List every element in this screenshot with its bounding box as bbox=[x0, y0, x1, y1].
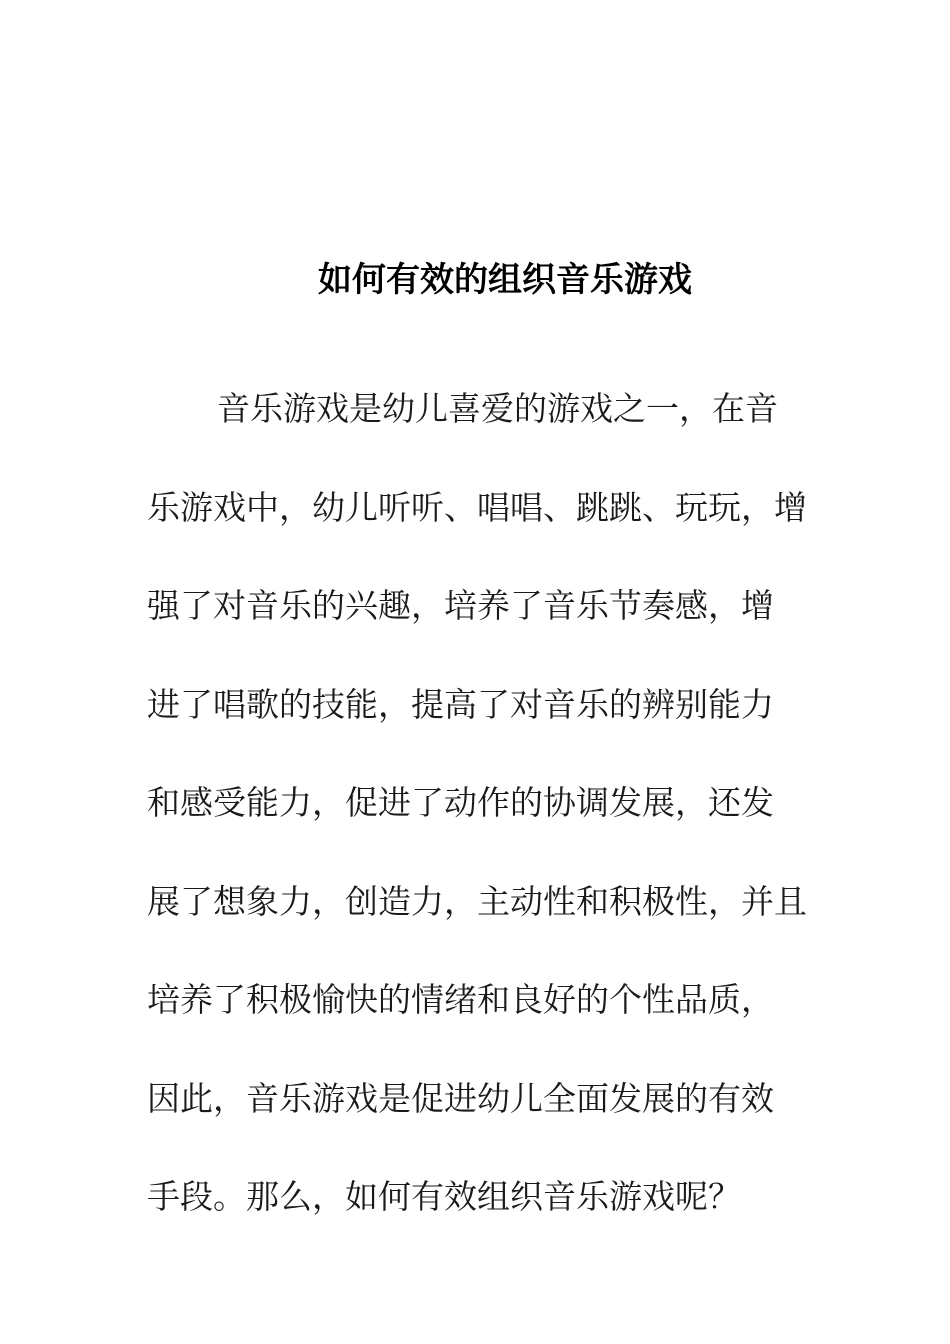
paragraph-line: 和感受能力，促进了动作的协调发展，还发 bbox=[147, 783, 774, 822]
paragraph-line: 乐游戏中，幼儿听听、唱唱、跳跳、玩玩，增 bbox=[147, 487, 807, 527]
paragraph-line: 培养了积极愉快的情绪和良好的个性品质， bbox=[147, 980, 774, 1019]
paragraph-line: 展了想象力，创造力，主动性和积极性，并且 bbox=[147, 881, 807, 921]
document-title: 如何有效的组织音乐游戏 bbox=[318, 260, 692, 300]
paragraph-line: 进了唱歌的技能，提高了对音乐的辨别能力 bbox=[147, 684, 774, 724]
paragraph-line: 手段。那么，如何有效组织音乐游戏呢？ bbox=[147, 1177, 741, 1216]
paragraph-line: 强了对音乐的兴趣，培养了音乐节奏感，增 bbox=[147, 586, 774, 625]
body-paragraph bbox=[147, 360, 817, 1247]
paragraph-line: 音乐游戏是幼儿喜爱的游戏之一，在音 bbox=[217, 389, 778, 428]
paragraph-line: 因此，音乐游戏是促进幼儿全面发展的有效 bbox=[147, 1078, 774, 1118]
